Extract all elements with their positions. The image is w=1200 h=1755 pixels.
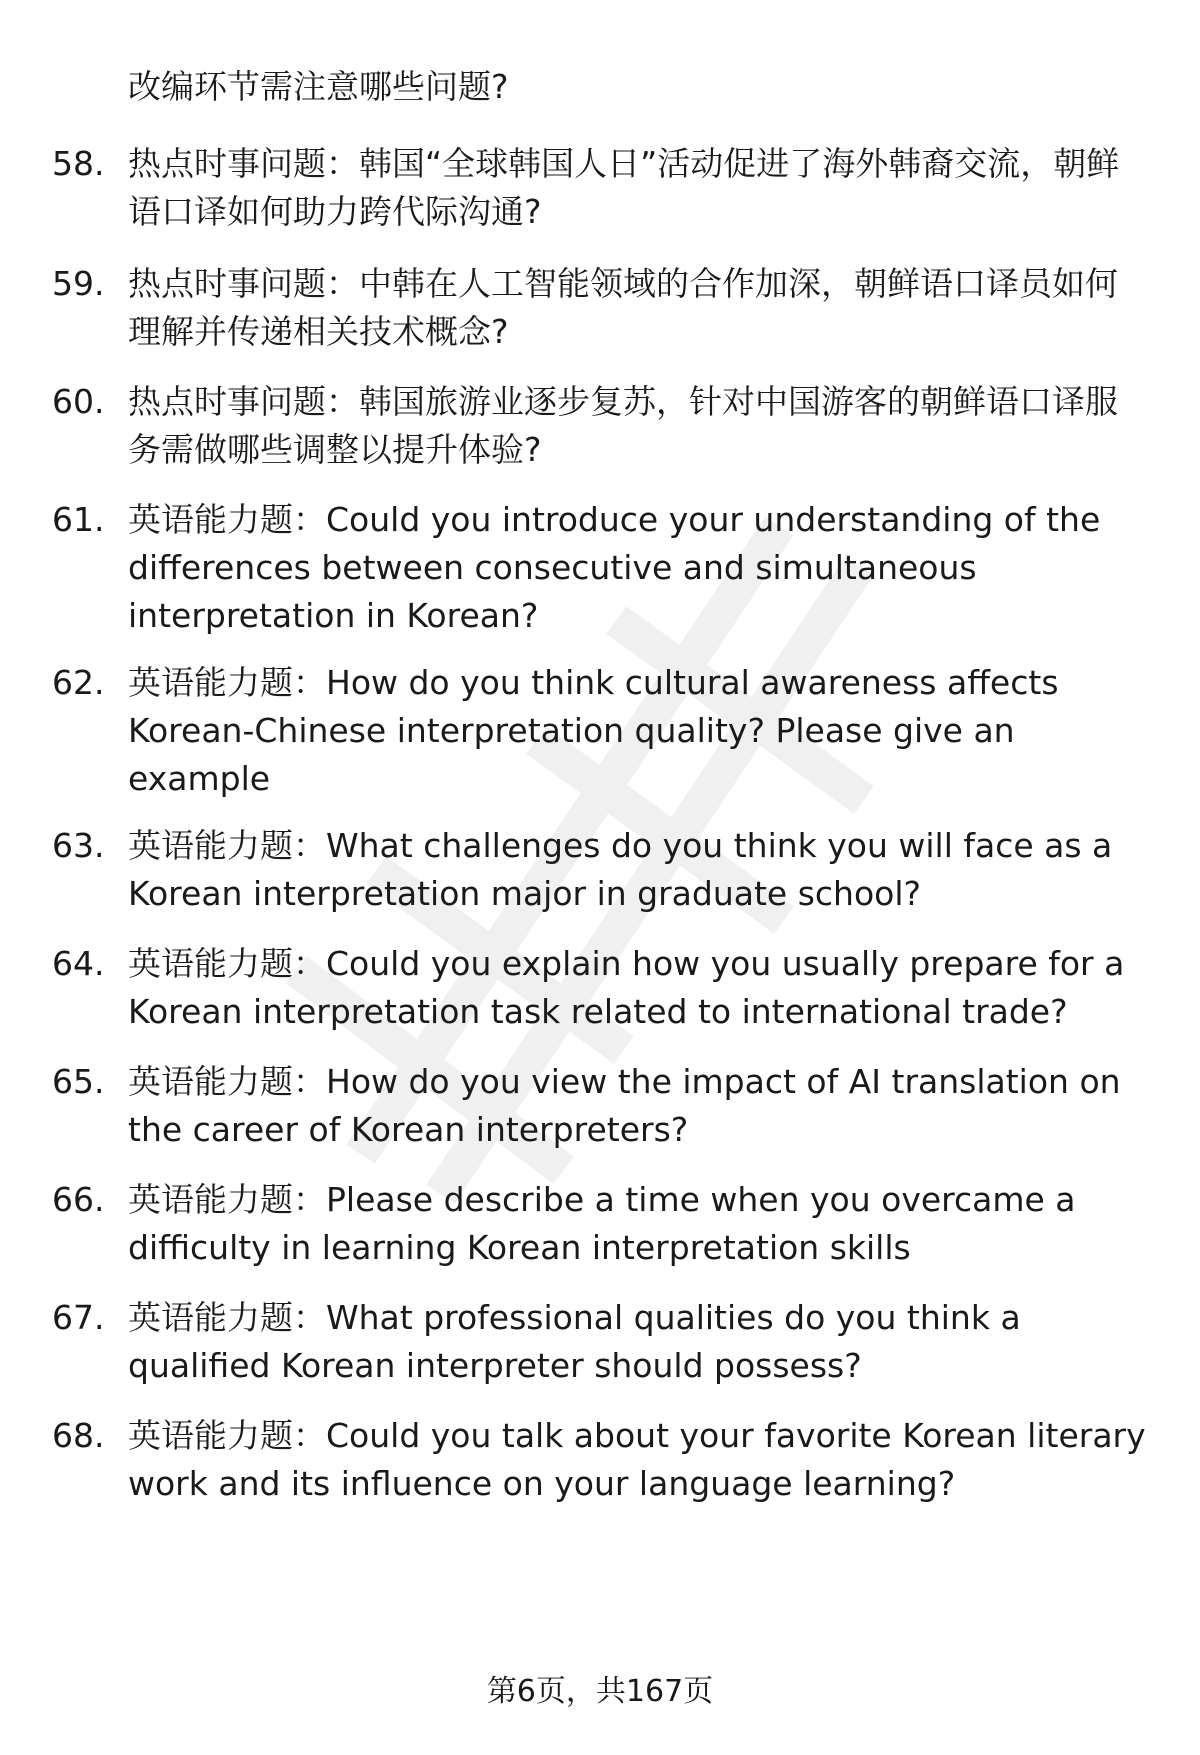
page-footer: 第6页，共167页 bbox=[486, 1674, 714, 1709]
list-item bbox=[0, 496, 1200, 659]
question-number: 63. bbox=[52, 826, 105, 865]
question-text: 英语能力题：Could you talk about your favorite Korean literary work and its influence on your language learning? bbox=[128, 1416, 1146, 1503]
question-text: 热点时事问题：中韩在人工智能领域的合作加深，朝鲜语口译员如何理解并传递相关技术概念? bbox=[128, 264, 1118, 351]
question-number: 62. bbox=[52, 663, 105, 702]
question-text: 英语能力题：Please describe a time when you overcame a difficulty in learning Korean interpretation skills bbox=[128, 1180, 1076, 1267]
question-number: 64. bbox=[52, 944, 105, 983]
question-number: 67. bbox=[52, 1298, 105, 1337]
question-text: 英语能力题：Could you explain how you usually prepare for a Korean interpretation task related to international trade? bbox=[128, 944, 1125, 1031]
list-item bbox=[0, 1412, 1200, 1512]
list-item bbox=[0, 1294, 1200, 1412]
question-text: 英语能力题：Could you introduce your understanding of the differences between consecutive and simultaneous interpretation in Korean? bbox=[128, 500, 1101, 635]
continuation-text: 改编环节需注意哪些问题? bbox=[128, 67, 509, 106]
question-text: 英语能力题：What challenges do you think you will face as a Korean interpretation major in graduate school? bbox=[128, 826, 1113, 913]
list-item bbox=[0, 659, 1200, 822]
question-text: 热点时事问题：韩国旅游业逐步复苏，针对中国游客的朝鲜语口译服务需做哪些调整以提升体验? bbox=[128, 382, 1118, 469]
question-number: 58. bbox=[52, 144, 105, 183]
list-item bbox=[0, 822, 1200, 940]
list-item bbox=[0, 1176, 1200, 1294]
list-item bbox=[0, 378, 1200, 496]
list-item bbox=[0, 1058, 1200, 1176]
question-number: 61. bbox=[52, 500, 105, 539]
question-number: 66. bbox=[52, 1180, 105, 1219]
list-item bbox=[0, 260, 1200, 378]
question-number: 65. bbox=[52, 1062, 105, 1101]
question-list bbox=[0, 140, 1200, 1512]
question-text: 英语能力题：How do you think cultural awareness affects Korean-Chinese interpretation quality? Please give an example bbox=[128, 663, 1059, 798]
question-number: 60. bbox=[52, 382, 105, 421]
question-number: 68. bbox=[52, 1416, 105, 1455]
question-text: 热点时事问题：韩国“全球韩国人日”活动促进了海外韩裔交流，朝鲜语口译如何助力跨代际沟通? bbox=[128, 144, 1120, 231]
question-text: 英语能力题：What professional qualities do you think a qualified Korean interpreter should possess? bbox=[128, 1298, 1021, 1385]
question-text: 英语能力题：How do you view the impact of AI translation on the career of Korean interpreters? bbox=[128, 1062, 1121, 1149]
list-item bbox=[0, 140, 1200, 260]
list-item bbox=[0, 940, 1200, 1058]
question-number: 59. bbox=[52, 264, 105, 303]
